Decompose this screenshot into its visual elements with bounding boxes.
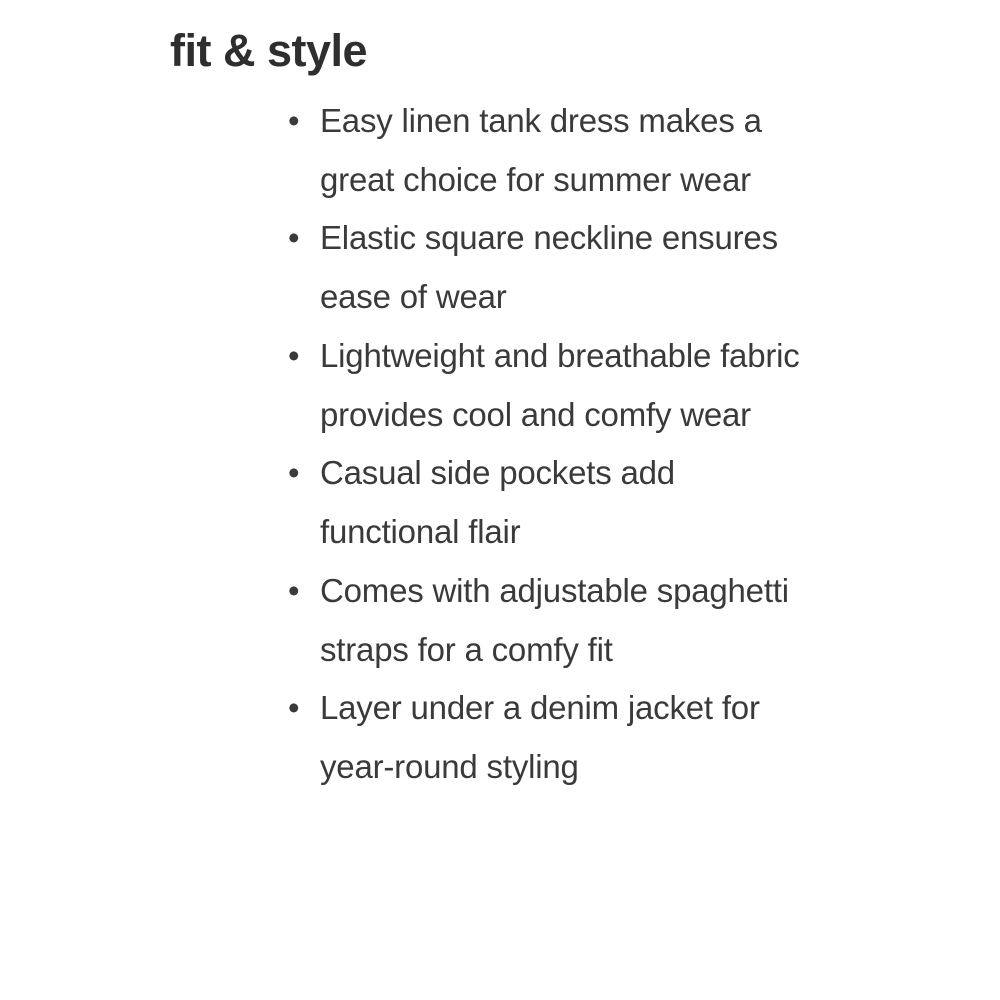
list-item-label: Casual side pockets add functional flair (320, 454, 675, 551)
feature-list (0, 92, 1000, 797)
bullet-icon: • (288, 102, 300, 139)
bullet-icon: • (288, 571, 300, 609)
page-title: fit & style (170, 25, 368, 76)
list-item (280, 327, 820, 444)
list-item-label: Layer under a denim jacket for year-round styling (320, 689, 760, 786)
list-item-label: Lightweight and breathable fabric provides cool and comfy wear (320, 336, 800, 433)
list-item (280, 209, 820, 326)
list-item-label: Elastic square neckline ensures ease of wear (320, 219, 778, 316)
bullet-icon: • (288, 689, 300, 727)
list-item (280, 92, 820, 209)
list-item (280, 562, 820, 679)
list-item-label: Easy linen tank dress makes a great choice for summer wear (320, 102, 762, 198)
bullet-icon: • (288, 336, 300, 374)
list-item (280, 679, 820, 796)
bullet-icon: • (288, 219, 300, 257)
list-item (280, 444, 820, 561)
list-item-label: Comes with adjustable spaghetti straps for a comfy fit (320, 571, 789, 668)
bullet-icon: • (288, 454, 300, 492)
